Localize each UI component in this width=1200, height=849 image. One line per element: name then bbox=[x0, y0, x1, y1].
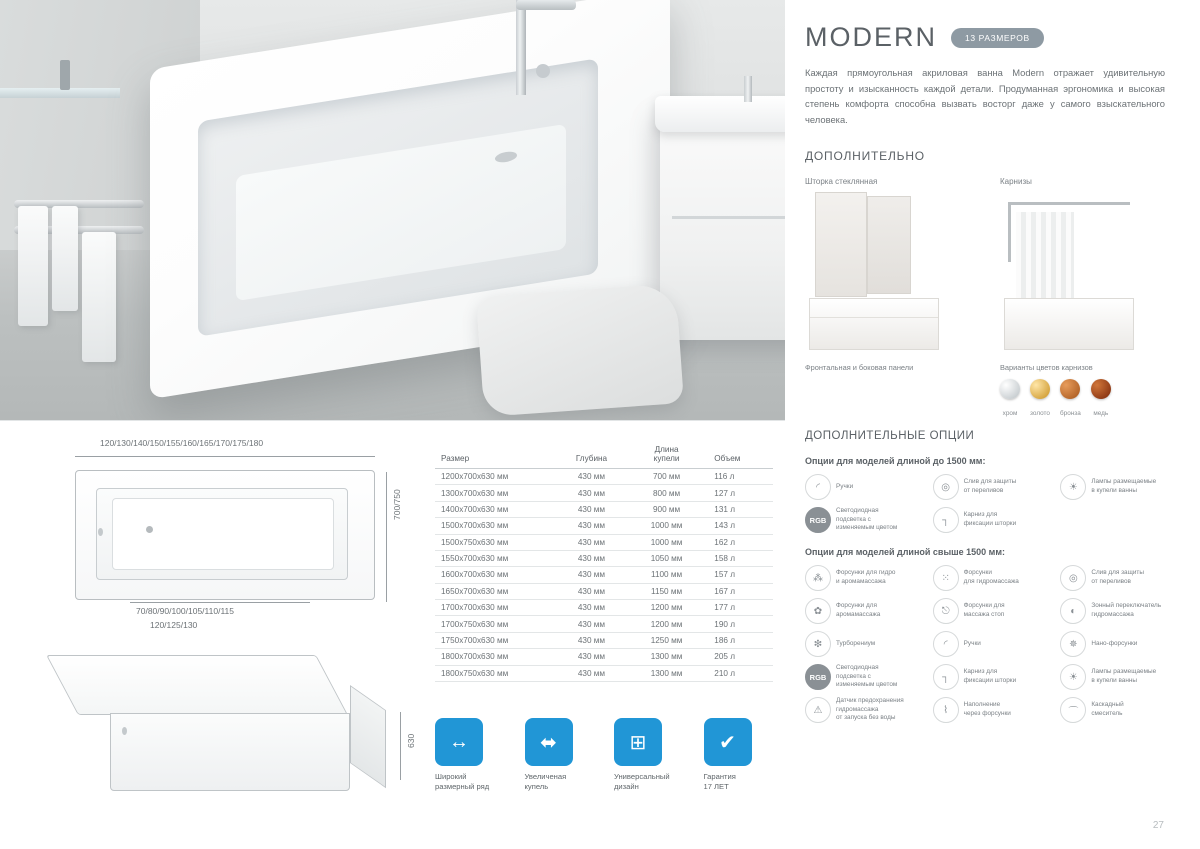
table-cell: 1800x750x630 мм bbox=[435, 665, 558, 681]
dimension-height-label: 630 bbox=[406, 733, 416, 748]
option-label: Карниз для фиксации шторки bbox=[963, 668, 1017, 684]
table-cell: 1200 мм bbox=[625, 600, 708, 616]
table-cell: 430 мм bbox=[558, 501, 625, 517]
table-row bbox=[435, 518, 773, 534]
design-icon: ⊞ bbox=[614, 718, 662, 766]
sizes-table-wrapper bbox=[435, 440, 773, 682]
handle-icon: ◜ bbox=[805, 474, 831, 500]
table-body bbox=[435, 469, 773, 682]
dimension-top-line bbox=[75, 456, 375, 457]
table-cell: 162 л bbox=[708, 534, 773, 550]
option-item[interactable] bbox=[933, 565, 1055, 591]
table-row bbox=[435, 665, 773, 681]
option-label: Ручки bbox=[963, 639, 981, 647]
table-cell: 430 мм bbox=[558, 534, 625, 550]
options-small-heading: Опции для моделей длиной до 1500 мм: bbox=[805, 456, 986, 466]
bath-rug bbox=[476, 283, 684, 417]
option-item[interactable] bbox=[805, 507, 927, 533]
sizes-table bbox=[435, 440, 773, 682]
option-item[interactable] bbox=[1060, 565, 1182, 591]
option-item[interactable] bbox=[933, 507, 1055, 533]
faucet-knob bbox=[536, 64, 550, 78]
glass-screen-illustration bbox=[805, 192, 950, 357]
options-heading: ДОПОЛНИТЕЛЬНЫЕ ОПЦИИ bbox=[805, 430, 975, 442]
table-row bbox=[435, 583, 773, 599]
option-label: Нано-форсунки bbox=[1091, 639, 1138, 647]
table-cell: 900 мм bbox=[625, 501, 708, 517]
feature-badge bbox=[704, 718, 776, 793]
table-cell: 1000 мм bbox=[625, 518, 708, 534]
rgb-icon: RGB bbox=[805, 507, 831, 533]
table-cell: 190 л bbox=[708, 616, 773, 632]
option-item[interactable] bbox=[805, 598, 927, 624]
ruler-icon: ↔ bbox=[435, 718, 483, 766]
option-item[interactable] bbox=[933, 664, 1055, 690]
option-label: Светодиодная подсветка с изменяемым цветом bbox=[836, 664, 898, 689]
sink-tap bbox=[744, 76, 752, 102]
curtain-rail-block bbox=[1000, 177, 1145, 420]
option-item[interactable] bbox=[933, 697, 1055, 723]
option-label: Слив для защиты от переливов bbox=[963, 478, 1017, 494]
gold-dot-icon bbox=[1030, 379, 1050, 399]
page-title: MODERN bbox=[805, 22, 937, 52]
table-cell: 177 л bbox=[708, 600, 773, 616]
option-label: Лампы размещаемые в купели ванны bbox=[1091, 668, 1157, 684]
lamp-icon: ☀ bbox=[1060, 664, 1086, 690]
options-large-grid bbox=[805, 565, 1182, 723]
table-row bbox=[435, 600, 773, 616]
table-cell: 700 мм bbox=[625, 469, 708, 485]
table-row bbox=[435, 469, 773, 485]
option-item[interactable] bbox=[805, 664, 927, 690]
towel bbox=[82, 232, 116, 362]
hydro-jets-icon: ⁙ bbox=[933, 565, 959, 591]
column-header: Размер bbox=[435, 440, 558, 469]
table-cell: 1700x700x630 мм bbox=[435, 600, 558, 616]
option-item[interactable] bbox=[805, 565, 927, 591]
table-cell: 430 мм bbox=[558, 469, 625, 485]
page-number: 27 bbox=[1152, 820, 1164, 831]
bottle bbox=[60, 60, 70, 90]
table-cell: 430 мм bbox=[558, 550, 625, 566]
table-cell: 131 л bbox=[708, 501, 773, 517]
table-cell: 430 мм bbox=[558, 518, 625, 534]
faucet bbox=[516, 0, 526, 95]
dimension-top-label: 120/130/140/150/155/160/165/170/175/180 bbox=[100, 438, 264, 448]
option-item[interactable] bbox=[1060, 664, 1182, 690]
table-cell: 1800x700x630 мм bbox=[435, 649, 558, 665]
option-item[interactable] bbox=[1060, 598, 1182, 624]
glass-panel-second bbox=[867, 196, 911, 294]
additionally-heading: ДОПОЛНИТЕЛЬНО bbox=[805, 149, 925, 164]
options-small-grid bbox=[805, 474, 1182, 533]
shower-curtain bbox=[1016, 212, 1074, 302]
option-label: Форсунки для аромамассажа bbox=[836, 602, 881, 618]
extras-row bbox=[805, 177, 1174, 420]
handle-icon: ◜ bbox=[933, 631, 959, 657]
option-label: Форсунки для гидро и аромамассажа bbox=[836, 569, 896, 585]
swatch-label: хром bbox=[1002, 410, 1018, 418]
table-cell: 1300 мм bbox=[625, 649, 708, 665]
dimension-bottom-line bbox=[130, 602, 310, 603]
table-cell: 1050 мм bbox=[625, 550, 708, 566]
column-header: Глубина bbox=[558, 440, 625, 469]
glass-screen-block bbox=[805, 177, 950, 420]
lamp-icon: ☀ bbox=[1060, 474, 1086, 500]
tub-perspective-side bbox=[350, 685, 386, 788]
table-cell: 1000 мм bbox=[625, 534, 708, 550]
table-cell: 1700x750x630 мм bbox=[435, 616, 558, 632]
table-cell: 430 мм bbox=[558, 485, 625, 501]
swatch-gold[interactable] bbox=[1030, 379, 1050, 420]
tub-perspective-front bbox=[110, 713, 350, 791]
table-cell: 1750x700x630 мм bbox=[435, 632, 558, 648]
table-row bbox=[435, 550, 773, 566]
feature-label: Широкий размерный ряд bbox=[435, 772, 490, 792]
table-cell: 1200x700x630 мм bbox=[435, 469, 558, 485]
dimension-bottom-label-2: 120/125/130 bbox=[150, 620, 198, 630]
additional-options-panel bbox=[785, 430, 1200, 820]
rgb-icon: RGB bbox=[805, 664, 831, 690]
option-label: Карниз для фиксации шторки bbox=[963, 511, 1017, 527]
tub-topview-bottom bbox=[112, 498, 334, 570]
title-row bbox=[805, 22, 1174, 53]
option-item[interactable] bbox=[1060, 697, 1182, 723]
table-row bbox=[435, 501, 773, 517]
towel bbox=[52, 206, 78, 311]
jets-aroma-icon: ⁂ bbox=[805, 565, 831, 591]
chrome-dot-icon bbox=[1000, 379, 1020, 399]
drain-icon bbox=[146, 526, 153, 533]
table-cell: 1300 мм bbox=[625, 665, 708, 681]
table-row bbox=[435, 567, 773, 583]
table-cell: 1400x700x630 мм bbox=[435, 501, 558, 517]
option-item[interactable] bbox=[805, 631, 927, 657]
option-label: Форсунки для гидромассажа bbox=[963, 569, 1019, 585]
option-label: Каскадный смеситель bbox=[1091, 701, 1124, 717]
swatch-label: бронза bbox=[1060, 410, 1081, 418]
tub-perspective-rim bbox=[46, 655, 348, 715]
table-cell: 158 л bbox=[708, 550, 773, 566]
table-cell: 167 л bbox=[708, 583, 773, 599]
foot-massage-icon: ⎋ bbox=[933, 598, 959, 624]
table-cell: 1100 мм bbox=[625, 567, 708, 583]
table-row bbox=[435, 632, 773, 648]
table-cell: 186 л bbox=[708, 632, 773, 648]
drain-icon: ◎ bbox=[933, 474, 959, 500]
swatch-label: медь bbox=[1093, 410, 1109, 418]
option-item[interactable] bbox=[1060, 631, 1182, 657]
tub-perspective-drawing bbox=[78, 655, 378, 775]
option-item[interactable] bbox=[805, 474, 927, 500]
table-cell: 1500x750x630 мм bbox=[435, 534, 558, 550]
feature-badge bbox=[614, 718, 686, 793]
option-item[interactable] bbox=[1060, 474, 1182, 500]
towel bbox=[18, 206, 48, 326]
option-label: Наполнение через форсунки bbox=[963, 701, 1011, 717]
swatch-copper[interactable] bbox=[1091, 379, 1111, 420]
table-row bbox=[435, 649, 773, 665]
option-label: Турборениум bbox=[836, 639, 876, 647]
table-cell: 430 мм bbox=[558, 567, 625, 583]
dimension-bottom-label-1: 70/80/90/100/105/110/115 bbox=[136, 606, 234, 616]
option-label: Слив для защиты от переливов bbox=[1091, 569, 1144, 585]
table-cell: 116 л bbox=[708, 469, 773, 485]
overflow-icon bbox=[98, 528, 103, 536]
option-label: Датчик предохранения гидромассажа от запуска без воды bbox=[836, 697, 904, 722]
rail-rod bbox=[1008, 202, 1130, 205]
turbo-icon: ❇ bbox=[805, 631, 831, 657]
divider bbox=[0, 420, 785, 421]
option-label: Форсунки для массажа стоп bbox=[963, 602, 1005, 618]
glass-screen-label: Шторка стеклянная bbox=[805, 177, 878, 187]
sizes-badge: 13 РАЗМЕРОВ bbox=[951, 28, 1044, 48]
hero-bathroom-photo bbox=[0, 0, 785, 420]
zone-switch-icon: ◐ bbox=[1060, 598, 1086, 624]
table-cell: 210 л bbox=[708, 665, 773, 681]
table-cell: 430 мм bbox=[558, 632, 625, 648]
curtain-rail-icon: ┐ bbox=[933, 507, 959, 533]
option-label: Светодиодная подсветка с изменяемым цветом bbox=[836, 507, 898, 532]
sensor-icon: ⚠ bbox=[805, 697, 831, 723]
feature-badge bbox=[525, 718, 597, 793]
table-cell: 800 мм bbox=[625, 485, 708, 501]
curtain-rail-icon: ┐ bbox=[933, 664, 959, 690]
table-cell: 1650x700x630 мм bbox=[435, 583, 558, 599]
option-item[interactable] bbox=[933, 598, 1055, 624]
cascade-icon: ⌒ bbox=[1060, 697, 1086, 723]
vanity-cabinet bbox=[660, 110, 785, 340]
feature-label: Гарантия 17 ЛЕТ bbox=[703, 772, 736, 792]
table-cell: 430 мм bbox=[558, 583, 625, 599]
table-cell: 127 л bbox=[708, 485, 773, 501]
option-item[interactable] bbox=[933, 631, 1055, 657]
table-cell: 157 л bbox=[708, 567, 773, 583]
intro-text: Каждая прямоугольная акриловая ванна Modern отражает удивительную простоту и изысканность каждой детали. Продуманная эргономика и высокая степень комфорта способна вызвать восторг даже у самого взыскательного человека. bbox=[805, 67, 1165, 125]
glass-panel bbox=[815, 192, 867, 297]
table-row bbox=[435, 485, 773, 501]
dimension-right-label: 700/750 bbox=[392, 489, 402, 520]
feature-label: Увеличеная купель bbox=[524, 772, 567, 792]
table-cell: 1500x700x630 мм bbox=[435, 518, 558, 534]
copper-dot-icon bbox=[1091, 379, 1111, 399]
table-cell: 1250 мм bbox=[625, 632, 708, 648]
column-header: Объем bbox=[708, 440, 773, 469]
tub-outline bbox=[1004, 298, 1134, 350]
swatch-bronze[interactable] bbox=[1060, 379, 1081, 420]
curtain-rail-label: Карнизы bbox=[1000, 177, 1032, 187]
table-cell: 1150 мм bbox=[625, 583, 708, 599]
options-large-heading: Опции для моделей длиной свыше 1500 мм: bbox=[805, 547, 1005, 557]
faucet-spout bbox=[516, 0, 576, 10]
vanity-drawer-line bbox=[672, 216, 785, 219]
table-cell: 143 л bbox=[708, 518, 773, 534]
glass-screen-caption: Фронтальная и боковая панели bbox=[805, 363, 914, 373]
table-cell: 1550x700x630 мм bbox=[435, 550, 558, 566]
option-item[interactable] bbox=[805, 697, 927, 723]
table-cell: 430 мм bbox=[558, 649, 625, 665]
nano-jets-icon: ✵ bbox=[1060, 631, 1086, 657]
table-cell: 430 мм bbox=[558, 616, 625, 632]
option-label: Зонный переключатель гидромассажа bbox=[1091, 602, 1162, 618]
option-label: Лампы размещаемые в купели ванны bbox=[1091, 478, 1157, 494]
table-cell: 205 л bbox=[708, 649, 773, 665]
curtain-rail-illustration bbox=[1000, 192, 1145, 357]
aroma-jets-icon: ✿ bbox=[805, 598, 831, 624]
shield-icon: ✔ bbox=[704, 718, 752, 766]
table-row bbox=[435, 616, 773, 632]
option-item[interactable] bbox=[933, 474, 1055, 500]
table-cell: 1300x700x630 мм bbox=[435, 485, 558, 501]
technical-drawings bbox=[0, 430, 420, 820]
bronze-dot-icon bbox=[1060, 379, 1080, 399]
drain-icon: ◎ bbox=[1060, 565, 1086, 591]
color-swatches bbox=[1000, 379, 1145, 420]
tub-outline bbox=[809, 298, 939, 350]
column-header: Длина купели bbox=[625, 440, 708, 469]
option-label: Ручки bbox=[836, 482, 854, 490]
table-row bbox=[435, 534, 773, 550]
table-cell: 1600x700x630 мм bbox=[435, 567, 558, 583]
dimension-right-line bbox=[386, 472, 387, 602]
swatch-label: золото bbox=[1030, 410, 1050, 418]
width-icon: ⬌ bbox=[525, 718, 573, 766]
overflow-icon bbox=[122, 727, 127, 735]
sink bbox=[655, 96, 785, 132]
table-cell: 1200 мм bbox=[625, 616, 708, 632]
swatch-chrome[interactable] bbox=[1000, 379, 1020, 420]
feature-label: Универсальный дизайн bbox=[614, 772, 670, 792]
table-header-row bbox=[435, 440, 773, 469]
table-cell: 430 мм bbox=[558, 665, 625, 681]
fill-jets-icon: ⌇ bbox=[933, 697, 959, 723]
table-cell: 430 мм bbox=[558, 600, 625, 616]
rail-rod-vertical bbox=[1008, 202, 1011, 262]
dimension-height-line bbox=[400, 712, 401, 780]
feature-badges bbox=[435, 718, 775, 793]
feature-badge bbox=[435, 718, 507, 793]
curtain-rail-caption: Варианты цветов карнизов bbox=[1000, 363, 1093, 373]
